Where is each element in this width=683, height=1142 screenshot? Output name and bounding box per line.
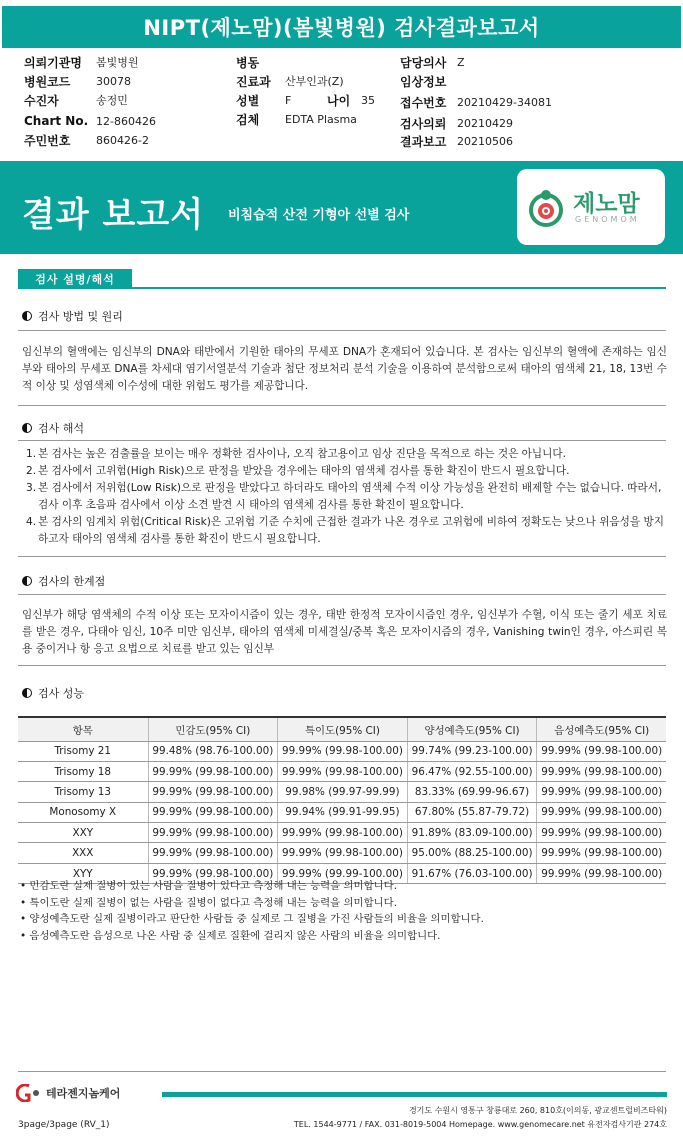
table-cell: 99.99% (99.98-100.00) (278, 823, 408, 843)
info-specimen: 검체 EDTA Plasma (236, 112, 357, 127)
section-tab: 검사 설명/해석 (18, 269, 132, 288)
note-item: • 음성예측도란 음성으로 나온 사람 중 실제로 질환에 걸리지 않은 사람의 비율을 의미합니다. (20, 929, 441, 942)
table-cell: 91.89% (83.09-100.00) (407, 823, 537, 843)
table-cell: Trisomy 18 (18, 761, 148, 781)
table-cell: 96.47% (92.55-100.00) (407, 761, 537, 781)
divider (18, 440, 666, 441)
limits-text: 임신부가 해당 염색체의 수적 이상 또는 모자이시즘이 있는 경우, 태반 한정적 모자이시즘인 경우, 임신부가 수혈, 이식 또는 줄기 세포 치료를 받은 경우, 다태아 임신, 10주 미만 임신부, 태아의 염색체 미세결실/중복 혹은 모자이시즘의 경우, Vanishing twin인 경우, 아스피린 복용 중이거나 항 응고 요법으로 치료를 받고 있는 임신부 (22, 609, 667, 655)
table-cell: Monosomy X (18, 802, 148, 822)
table-cell: XYY (18, 863, 148, 883)
table-cell: 99.99% (99.98-100.00) (148, 843, 278, 863)
table-cell: 99.99% (99.98-100.00) (537, 823, 666, 843)
logo-subtext: GENOMOM (575, 215, 640, 224)
limits-heading: 검사의 한계점 (22, 573, 105, 589)
table-cell: 99.99% (99.98-100.00) (148, 761, 278, 781)
note-item: • 양성예측도란 실제 질병이라고 판단한 사람들 중 실제로 그 질병을 가진 사람들의 비율을 의미합니다. (20, 913, 484, 925)
list-item: 1. 본 검사는 높은 검출률을 보이는 매우 정확한 검사이나, 오직 참고용이고 임상 진단을 목적으로 하는 것은 아닙니다. (26, 448, 566, 460)
table-cell: 67.80% (55.87-79.72) (407, 802, 537, 822)
table-cell: 99.99% (99.99-100.00) (278, 863, 408, 883)
table-cell: 99.48% (98.76-100.00) (148, 741, 278, 761)
info-sex: 성별 F 나이 35 (236, 93, 375, 108)
interpretation-heading: 검사 해석 (22, 420, 84, 436)
table-cell: 91.67% (76.03-100.00) (407, 863, 537, 883)
footer-divider (18, 1071, 666, 1072)
company-contact: TEL. 1544-9771 / FAX. 031-8019-5004 Homepage. www.genomecare.net 유전자검사기관 274호 (293, 1120, 667, 1129)
table-row (18, 802, 666, 822)
table-cell: Trisomy 13 (18, 782, 148, 802)
company-name: 테라젠지놈케어 (46, 1087, 121, 1100)
info-ward: 병동 (236, 55, 260, 70)
table-cell: 99.94% (99.91-99.95) (278, 802, 408, 822)
report-title: NIPT(제노맘)(봄빛병원) 검사결과보고서 (2, 6, 681, 48)
table-cell: 99.99% (99.98-100.00) (537, 761, 666, 781)
table-cell: 99.99% (99.98-100.00) (537, 843, 666, 863)
section-divider (18, 287, 666, 289)
table-header-row (18, 717, 666, 741)
banner-title: 결과 보고서 (22, 195, 205, 235)
info-hospital: 의뢰기관명 봄빛병원 (24, 55, 139, 70)
info-doctor: 담당의사 Z (400, 55, 465, 70)
performance-notes (20, 878, 484, 944)
genomom-logo-icon (529, 187, 563, 227)
table-row (18, 843, 666, 863)
table-cell: 99.99% (99.98-100.00) (537, 802, 666, 822)
company-logo (16, 1084, 120, 1102)
column-header: 양성예측도(95% CI) (407, 717, 537, 741)
table-cell: 99.99% (99.98-100.00) (278, 761, 408, 781)
note-item: • 특이도란 실제 질병이 없는 사람을 질병이 없다고 측정해 내는 능력을 의미합니다. (20, 896, 397, 909)
table-row (18, 761, 666, 781)
report-banner (0, 161, 683, 254)
logo-text: 제노맘 (573, 191, 640, 217)
table-cell: 99.99% (99.98-100.00) (148, 863, 278, 883)
info-resident-no: 주민번호 860426-2 (24, 133, 149, 148)
column-header: 민감도(95% CI) (148, 717, 278, 741)
interpretation-list (26, 446, 666, 548)
table-row (18, 823, 666, 843)
table-cell: 83.33% (69.99-96.67) (407, 782, 537, 802)
table-cell: 99.99% (99.98-100.00) (278, 843, 408, 863)
method-heading: 검사 방법 및 원리 (22, 308, 123, 324)
divider (18, 405, 666, 406)
page-number: 3page/3page (RV_1) (18, 1120, 110, 1130)
info-receipt-no: 접수번호 20210429-34081 (400, 95, 552, 110)
divider (18, 594, 666, 595)
info-hospital-code: 병원코드 30078 (24, 74, 131, 89)
info-report-date: 결과보고 20210506 (400, 134, 513, 149)
company-address: 경기도 수원시 영통구 창룡대로 260, 810호(이의동, 광교센트럴비즈타워) TEL. 1544-9771 / FAX. 031-8019-5004 Homepage. www.genomecare.net 유전자검사기관 274호 (294, 1104, 667, 1132)
info-age-value: 35 (361, 93, 375, 107)
table-cell: Trisomy 21 (18, 741, 148, 761)
table-cell: 95.00% (88.25-100.00) (407, 843, 537, 863)
table-cell: 99.99% (99.98-100.00) (148, 802, 278, 822)
table-cell: 99.99% (99.98-100.00) (278, 741, 408, 761)
company-logo-icon (16, 1084, 42, 1102)
divider (18, 330, 666, 331)
performance-table (18, 716, 666, 884)
method-text: 임신부의 혈액에는 임신부의 DNA와 태반에서 기원한 태아의 무세포 DNA가 혼재되어 있습니다. 본 검사는 임신부의 혈액에 존재하는 임신부와 태아의 무세포 DNA를 차세대 염기서열분석 기술과 첨단 정보처리 분석 기술을 이용하여 분석함으로써 태아의 염색체 21, 18, 13번 수적 이상 및 성염색체 이수성에 대한 위험도 평가를 제공합니다. (22, 346, 667, 392)
table-cell: 99.99% (99.98-100.00) (148, 782, 278, 802)
table-row (18, 782, 666, 802)
table-cell: 99.99% (99.98-100.00) (537, 741, 666, 761)
info-clinical: 임상정보 (400, 74, 447, 89)
info-request-date: 검사의뢰 20210429 (400, 116, 513, 131)
table-row (18, 741, 666, 761)
info-age-label: 나이 (327, 93, 351, 108)
banner-subtitle: 비침습적 산전 기형아 선별 검사 (228, 208, 410, 223)
divider (18, 665, 666, 666)
table-cell: XXX (18, 843, 148, 863)
divider (18, 556, 666, 557)
half-circle-icon (22, 688, 32, 698)
half-circle-icon (22, 311, 32, 321)
table-cell: XXY (18, 823, 148, 843)
list-item: 2. 본 검사에서 고위험(High Risk)으로 판정을 받았을 경우에는 태아의 염색체 검사를 통한 확진이 반드시 필요합니다. (26, 465, 570, 477)
footer-bar (162, 1092, 667, 1097)
note-item: • 민감도란 실제 질병이 있는 사람을 질병이 있다고 측정해 내는 능력을 의미합니다. (20, 880, 397, 892)
list-item: 4. 본 검사의 임계치 위험(Critical Risk)은 고위험 기준 수치에 근접한 결과가 나온 경우로 고위험에 비하여 정확도는 낮으나 위음성을 방지하고자 태아의 염색체 검사를 통한 확진이 반드시 필요합니다. (26, 516, 664, 545)
performance-heading: 검사 성능 (22, 685, 84, 701)
half-circle-icon (22, 576, 32, 586)
genomom-logo (517, 169, 665, 245)
info-department: 진료과 산부인과(Z) (236, 74, 344, 89)
list-item: 3. 본 검사에서 저위험(Low Risk)으로 판정을 받았다고 하더라도 태아의 염색체 수적 이상 가능성을 완전히 배제할 수는 없습니다. 따라서, 검사 이후 초음파 검사에서 이상 소견 발견 시 태아의 염색체 검사를 통한 확진이 필요합니다. (26, 482, 662, 511)
column-header: 음성예측도(95% CI) (537, 717, 666, 741)
column-header: 특이도(95% CI) (278, 717, 408, 741)
info-patient: 수진자 송정민 (24, 93, 128, 108)
half-circle-icon (22, 423, 32, 433)
table-cell: 99.74% (99.23-100.00) (407, 741, 537, 761)
column-header: 항목 (18, 717, 148, 741)
table-cell: 99.98% (99.97-99.99) (278, 782, 408, 802)
table-cell: 99.99% (99.98-100.00) (537, 782, 666, 802)
table-cell: 99.99% (99.98-100.00) (148, 823, 278, 843)
table-cell: 99.99% (99.98-100.00) (537, 863, 666, 883)
info-chart-no: Chart No. 12-860426 (24, 114, 156, 128)
